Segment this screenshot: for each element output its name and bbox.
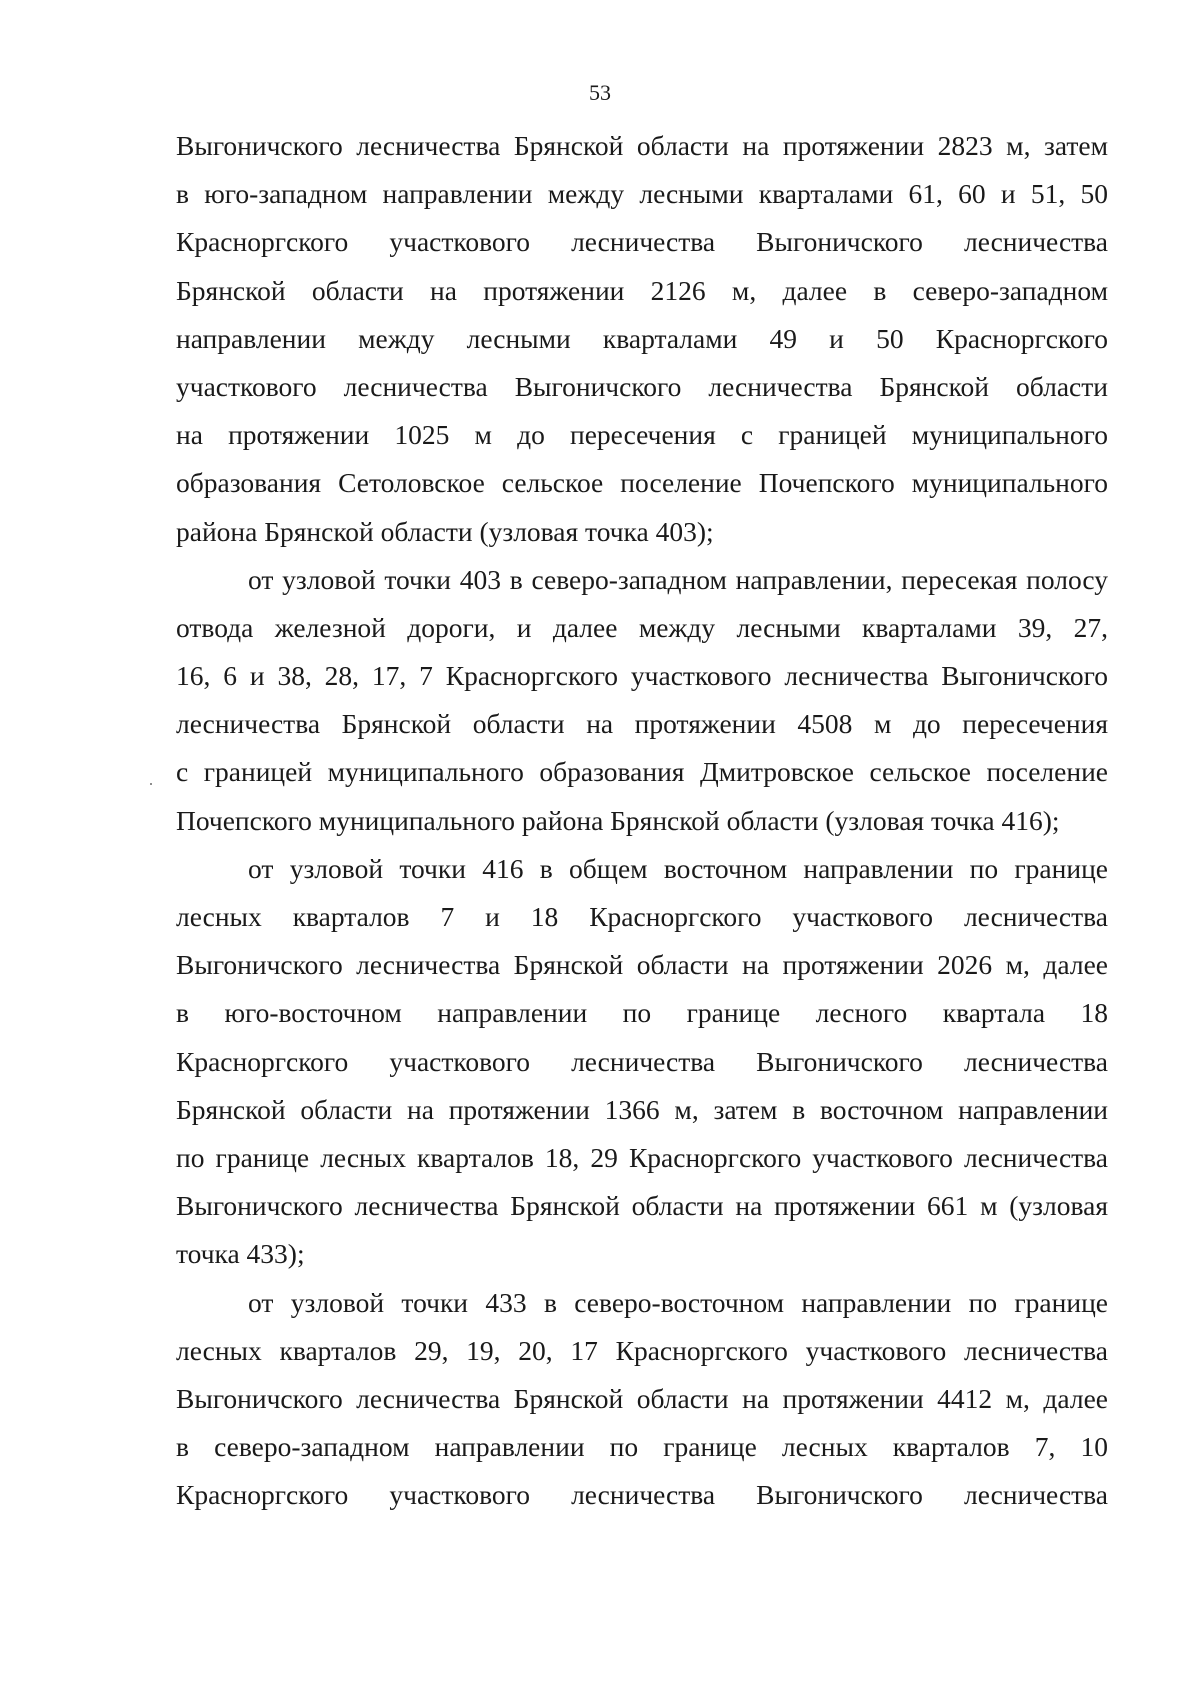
text-line: образования Сетоловское сельское поселение Почепского муниципального bbox=[176, 467, 1108, 499]
document-body bbox=[176, 122, 1108, 1519]
text-line: Выгоничского лесничества Брянской области на протяжении 661 м (узловая bbox=[176, 1190, 1108, 1222]
text-line: Брянской области на протяжении 1366 м, затем в восточном направлении bbox=[176, 1093, 1108, 1125]
text-line: по границе лесных кварталов 18, 29 Красноргского участкового лесничества bbox=[176, 1141, 1108, 1173]
text-line: Красноргского участкового лесничества Выгоничского лесничества bbox=[176, 1045, 1108, 1077]
text-line: на протяжении 1025 м до пересечения с границей муниципального bbox=[176, 419, 1108, 451]
text-line: в северо-западном направлении по границе лесных кварталов 7, 10 bbox=[176, 1431, 1108, 1463]
text-line: направлении между лесными кварталами 49 и 50 Красноргского bbox=[176, 322, 1108, 354]
text-line: в юго-восточном направлении по границе лесного квартала 18 bbox=[176, 997, 1108, 1029]
text-line: Выгоничского лесничества Брянской области на протяжении 2823 м, затем bbox=[176, 130, 1108, 161]
scan-speck bbox=[150, 783, 152, 785]
text-line: точка 433); bbox=[176, 1238, 305, 1270]
text-line: в юго-западном направлении между лесными кварталами 61, 60 и 51, 50 bbox=[176, 178, 1108, 210]
page-number: 53 bbox=[589, 80, 611, 105]
text-line: Красноргского участкового лесничества Выгоничского лесничества bbox=[176, 1479, 1108, 1511]
text-line: отвода железной дороги, и далее между лесными кварталами 39, 27, bbox=[176, 611, 1108, 643]
text-line: Красноргского участкового лесничества Выгоничского лесничества bbox=[176, 226, 1108, 258]
paragraph-first-line: от узловой точки 433 в северо-восточном направлении по границе bbox=[248, 1286, 1108, 1318]
text-line: участкового лесничества Выгоничского лесничества Брянской области bbox=[176, 370, 1108, 402]
text-line: 16, 6 и 38, 28, 17, 7 Красноргского участкового лесничества Выгоничского bbox=[176, 660, 1108, 692]
text-line: Выгоничского лесничества Брянской области на протяжении 2026 м, далее bbox=[176, 949, 1108, 981]
text-line: лесных кварталов 7 и 18 Красноргского участкового лесничества bbox=[176, 901, 1108, 932]
text-line: лесных кварталов 29, 19, 20, 17 Красноргского участкового лесничества bbox=[176, 1334, 1108, 1366]
text-line: с границей муниципального образования Дмитровское сельское поселение bbox=[176, 756, 1108, 788]
text-line: лесничества Брянской области на протяжении 4508 м до пересечения bbox=[176, 708, 1108, 740]
paragraph-first-line: от узловой точки 416 в общем восточном направлении по границе bbox=[248, 852, 1108, 884]
text-line: района Брянской области (узловая точка 403); bbox=[176, 515, 714, 547]
text-line: Брянской области на протяжении 2126 м, далее в северо-западном bbox=[176, 274, 1108, 306]
text-line: Почепского муниципального района Брянской области (узловая точка 416); bbox=[176, 804, 1060, 836]
paragraph-first-line: от узловой точки 403 в северо-западном направлении, пересекая полосу bbox=[248, 563, 1108, 595]
text-line: Выгоничского лесничества Брянской области на протяжении 4412 м, далее bbox=[176, 1382, 1108, 1414]
